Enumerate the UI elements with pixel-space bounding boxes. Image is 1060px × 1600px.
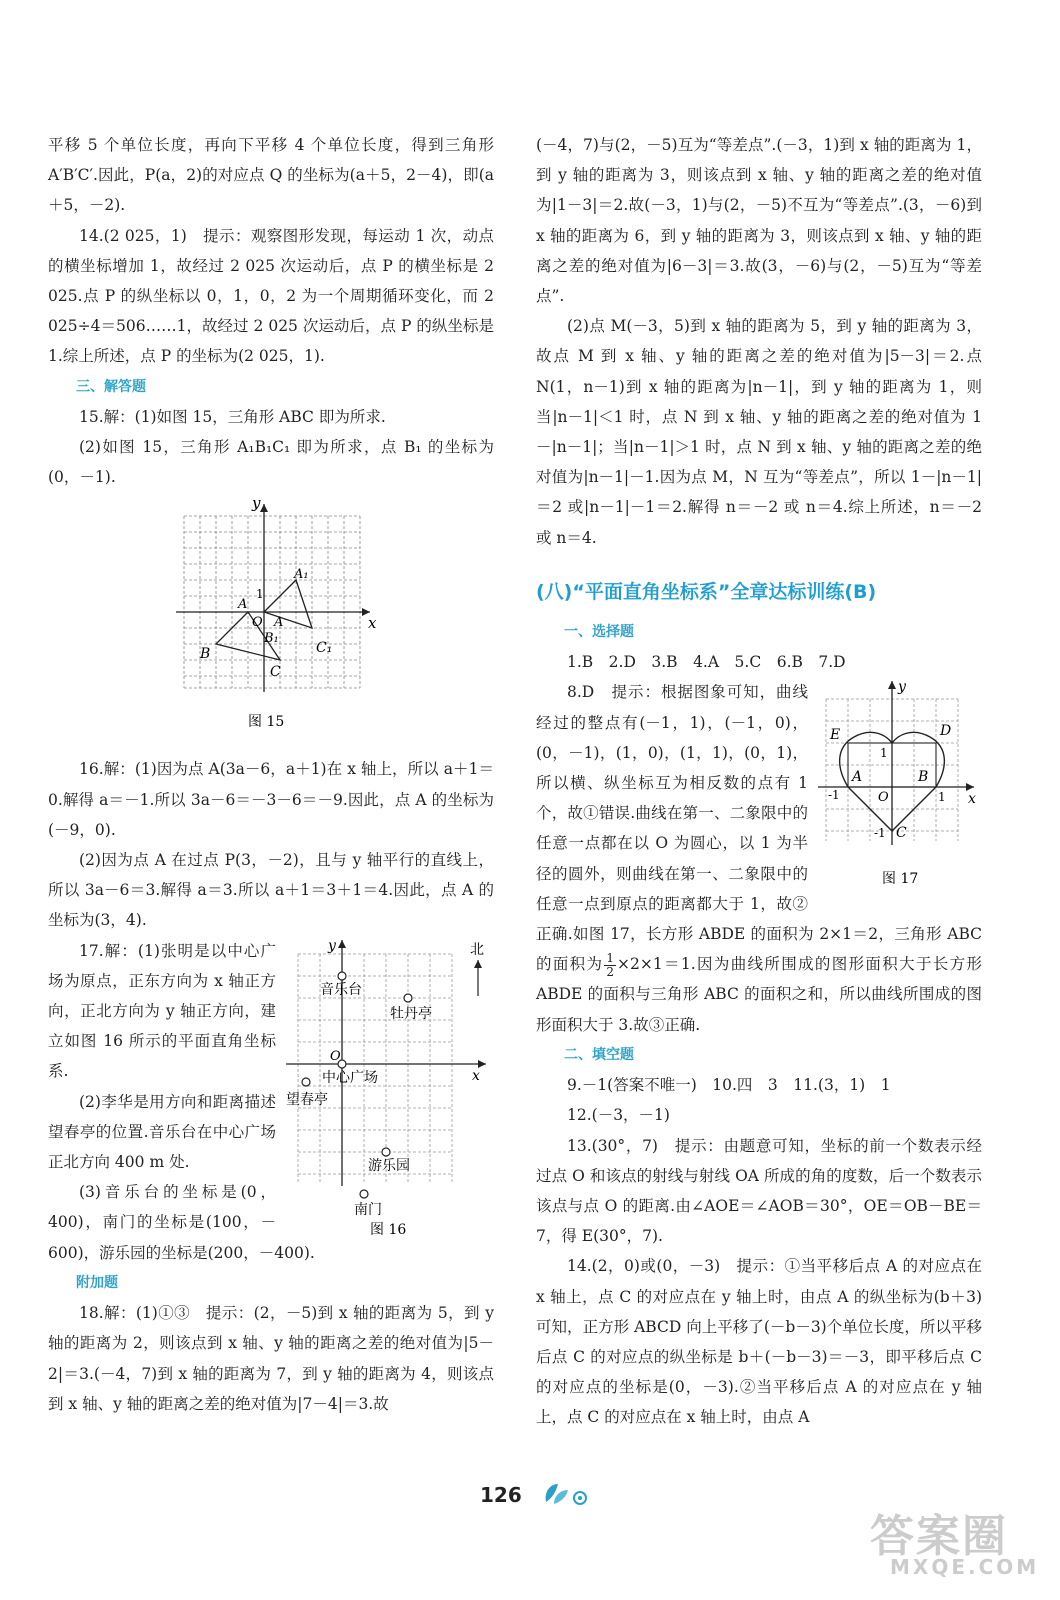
fig17-neg1-label: -1 xyxy=(828,788,840,803)
fig16-gate-label: 南门 xyxy=(354,1201,382,1218)
fraction-half xyxy=(604,952,616,979)
fig17-d-label: D xyxy=(940,723,952,740)
fig16-music-label: 音乐台 xyxy=(320,981,362,998)
fraction-numerator: 1 xyxy=(606,950,615,965)
figure-17-diagram xyxy=(814,677,982,893)
figure-15-diagram xyxy=(48,492,494,754)
fig17-y-label: y xyxy=(898,679,906,696)
fig17-e-label: E xyxy=(830,727,841,744)
answer-16-part2: (2)因为点 A 在过点 P(3，－2)，且与 y 轴平行的直线上，所以 3a－6＝3.解得 a＝3.所以 a＋1＝3＋1＝4.因此，点 A 的坐标为(3，4). xyxy=(48,851,494,930)
fig16-caption: 图 16 xyxy=(370,1221,407,1238)
chapter-title: (八)“平面直角坐标系”全章达标训练(B) xyxy=(536,580,877,603)
fig17-neg1-bottom-label: -1 xyxy=(874,826,886,841)
answer-8-text-cont: ×2×1＝1.因为曲线所围成的图形面积大于长方形 ABDE 的面积与三角形 ABC 的面积之和，所以曲线所围成的图形面积大于 3.故③正确. xyxy=(536,955,982,1034)
fig17-one-top-label: 1 xyxy=(880,746,888,761)
choice-answers: 1.B 2.D 3.B 4.A 5.C 6.B 7.D xyxy=(567,653,846,672)
fig15-origin-label: O xyxy=(252,615,263,631)
right-paragraph-1: (－4，7)与(2，－5)互为“等差点”.(－3，1)到 x 轴的距离为 1，到 y 轴的距离为 3，则该点到 x 轴、y 轴的距离之差的绝对值为|1－3|＝2.故(－3，1)与(2，－5)不互为“等差点”.(3，－6)到 x 轴的距离为 6，到 y 轴的距离为 3，则该点到 x 轴、y 轴的距离之差的绝对值为|6－3|＝3.故(3，－6)与(2，－5)互为“等差点”. xyxy=(536,136,982,306)
fig16-center-label: 中心广场 xyxy=(322,1069,378,1086)
left-column xyxy=(48,130,494,1419)
leaf-ornament-icon xyxy=(540,1480,596,1508)
fig15-aprime-label: A xyxy=(274,615,284,631)
fig15-b1-label: B₁ xyxy=(264,631,279,647)
fill-answer-14: 14.(2，0)或(0，－3) 提示：①当平移后点 A 的对应点在 x 轴上，点 C 的对应点在 y 轴上时，由点 A 的纵坐标为(b＋3)可知，正方形 ABCD 向上平移了(－b－3)个单位长度，所以平移后点 C 的对应点的纵坐标是 b＋(－b－3)＝－3，即平移后点 C 的对应点的坐标是(0，－3).②当平移后点 A 的对应点在 y 轴上，点 C 的对应点在 x 轴上时，由点 A xyxy=(536,1257,982,1427)
answer-18: 18.解：(1)①③ 提示：(2，－5)到 x 轴的距离为 5，到 y 轴的距离为 2，则该点到 x 轴、y 轴的距离之差的绝对值为|5－2|＝3.(－4，7)到 x 轴的距离为 7，到 y 轴的距离为 4，则该点到 x 轴、y 轴的距离之差的绝对值为|7－4|＝3.故 xyxy=(48,1304,494,1413)
right-column xyxy=(536,130,982,1433)
fig17-origin-label: O xyxy=(878,790,889,806)
answer-15-part2: (2)如图 15，三角形 A₁B₁C₁ 即为所求，点 B₁ 的坐标为(0，－1). xyxy=(48,438,494,487)
fig16-y-label: y xyxy=(328,937,336,954)
answer-16-part1: 16.解：(1)因为点 A(3a－6，a＋1)在 x 轴上，所以 a＋1＝0.解得 a＝－1.所以 3a－6＝－3－6＝－9.因此，点 A 的坐标为(－9，0). xyxy=(48,760,494,839)
fig17-c-label: C xyxy=(896,825,907,842)
left-paragraph-1: 平移 5 个单位长度，再向下平移 4 个单位长度，得到三角形 A′B′C′.因此，P(a，2)的对应点 Q 的坐标为(a＋5，2－4)，即(a＋5，－2). xyxy=(48,136,494,215)
figure-15 xyxy=(48,492,494,754)
answer-14: 14.(2 025，1) 提示：观察图形发现，每运动 1 次，动点的横坐标增加 1，故经过 2 025 次运动后，点 P 的横坐标是 2 025.点 P 的纵坐标以 0，1，0，2 为一个周期循环变化，而 2 025÷4＝506……1，故经过 2 025 次运动后，点 P 的纵坐标是 1.综上所述，点 P 的坐标为(2 025，1). xyxy=(48,226,494,366)
figure-16 xyxy=(282,936,494,1238)
fig15-b-label: B xyxy=(200,646,211,663)
answer-8-block xyxy=(536,677,982,1039)
fig15-a-label: A xyxy=(238,597,248,613)
answer-17-part1: 17.解：(1)张明是以中心广场为原点，正东方向为 x 轴正方向，正北方向为 y 轴正方向，建立如图 16 所示的平面直角坐标系. xyxy=(48,941,276,1081)
section-heading-1: 一、选择题 xyxy=(564,624,634,641)
section-heading-3: 三、解答题 xyxy=(76,378,146,395)
fig15-c-label: C xyxy=(270,664,281,681)
answer-15-part1: 15.解：(1)如图 15，三角形 ABC 即为所求. xyxy=(79,407,386,426)
section-heading-2: 二、填空题 xyxy=(564,1046,634,1063)
figure-16-diagram xyxy=(282,936,494,1238)
fig17-one-right-label: 1 xyxy=(938,790,946,805)
fig15-one-label: 1 xyxy=(256,587,264,602)
answer-17-part2: (2)李华是用方向和距离描述望春亭的位置.音乐台在中心广场正北方向 400 m 处. xyxy=(48,1092,276,1172)
fig15-caption: 图 15 xyxy=(248,714,285,731)
watermark-logo: 答案圈 xyxy=(870,1511,1008,1562)
fig15-c1-label: C₁ xyxy=(316,640,333,657)
answer-17-block xyxy=(48,936,494,1268)
extra-heading: 附加题 xyxy=(76,1274,118,1291)
fig15-y-label: y xyxy=(252,494,261,513)
fig16-x-label: x xyxy=(472,1067,480,1084)
fig16-origin-label: O xyxy=(330,1048,341,1064)
fig15-a1-label: A₁ xyxy=(294,567,309,583)
fig16-peony-label: 牡丹亭 xyxy=(390,1005,432,1022)
fraction-denominator: 2 xyxy=(606,964,615,979)
fig15-x-label: x xyxy=(368,614,377,633)
fig17-x-label: x xyxy=(968,791,976,808)
answer-8-text: 8.D 提示：根据图象可知，曲线经过的整点有(－1，1)，(－1，0)，(0，－1)，(1，0)，(1，1)，(0，1)，所以横、纵坐标互为相反数的点有 1 个，故①错误.曲线在第一、二象限中的任意一点都在以 O 为圆心，以 1 为半径的圆外，则曲线在第一、二象限中的任意一点到原点的距离都大于 1，故②正确.如图 17，长方形 ABDE 的面积为 2×1＝2，三角形 ABC 的面积为 xyxy=(536,683,982,974)
page-number: 126 xyxy=(480,1483,522,1507)
answer-17-part3: (3)音乐台的坐标是(0，400)，南门的坐标是(100，－600)，游乐园的坐标是(200，－400). xyxy=(48,1183,315,1262)
watermark-url: MXQE.COM xyxy=(890,1555,1040,1579)
fig17-caption: 图 17 xyxy=(882,871,919,888)
fill-answer-13: 13.(30°，7) 提示：由题意可知，坐标的前一个数表示经过点 O 和该点的射线与射线 OA 所成的角的度数，后一个数表示该点与点 O 的距离.由∠AOE＝∠AOB＝30°，OE＝OB－BE＝7，得 E(30°，7). xyxy=(536,1136,982,1246)
figure-17 xyxy=(814,677,982,893)
fig16-wangchun-label: 望春亭 xyxy=(286,1091,328,1108)
right-paragraph-2: (2)点 M(－3，5)到 x 轴的距离为 5，到 y 轴的距离为 3，故点 M 到 x 轴、y 轴的距离之差的绝对值为|5－3|＝2.点 N(1，n－1)到 x 轴的距离为|n－1|，到 y 轴的距离为 1，则当|n－1|＜1 时，点 N 到 x 轴、y 轴的距离之差的绝对值为 1－|n－1|；当|n－1|＞1 时，点 N 到 x 轴、y 轴的距离之差的绝对值为|n－1|－1.因为点 M，N 互为“等差点”，所以 1－|n－1|＝2 或|n－1|－1＝2.解得 n＝－2 或 n＝4.综上所述，n＝－2 或 n＝4. xyxy=(536,317,982,547)
fig17-b-label: B xyxy=(918,769,929,786)
fig16-park-label: 游乐园 xyxy=(368,1157,410,1174)
fill-answers-9-11: 9.－1(答案不唯一) 10.四 3 11.(3，1) 1 xyxy=(567,1076,891,1095)
fig16-north-label: 北 xyxy=(470,941,484,958)
fill-answer-12: 12.(－3，－1) xyxy=(567,1106,670,1125)
fig17-a-label: A xyxy=(852,769,863,786)
